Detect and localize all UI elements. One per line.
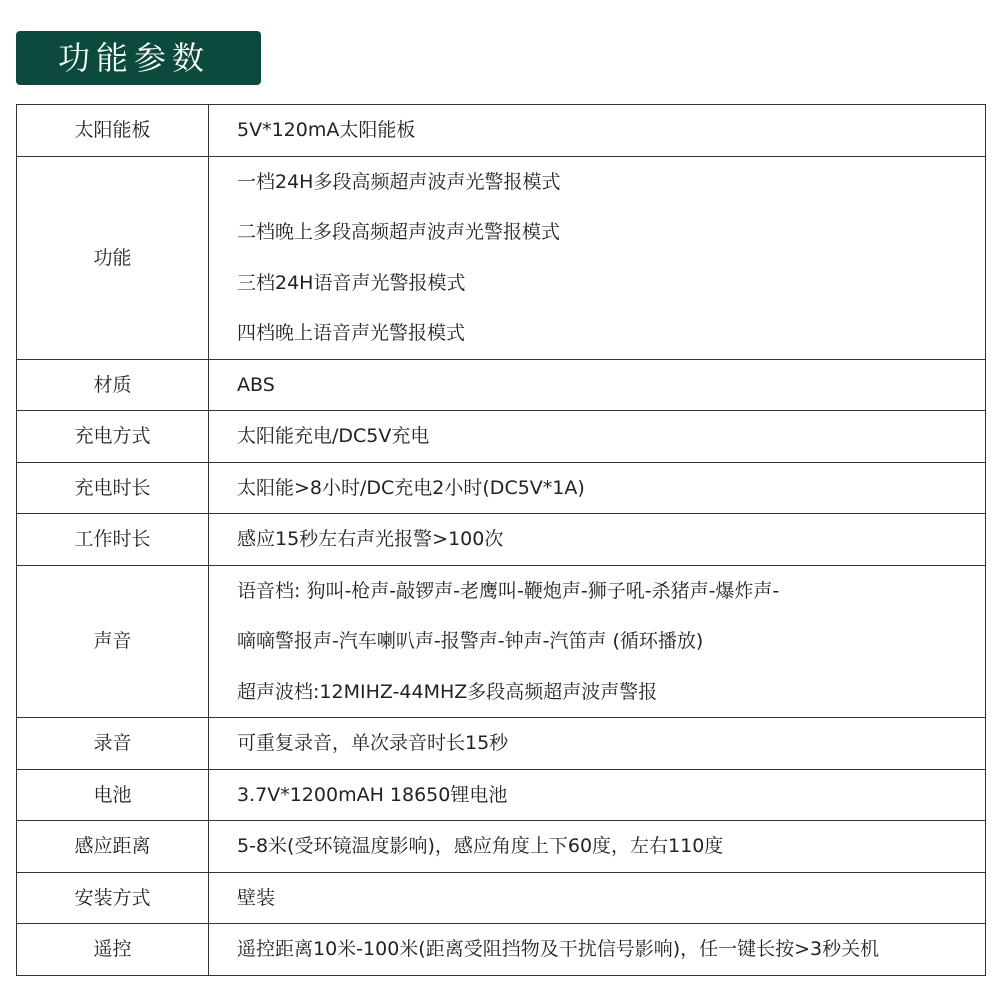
row-value-line: 四档晚上语音声光警报模式 (237, 322, 466, 344)
table-row (17, 821, 986, 873)
row-label: 太阳能板 (17, 105, 209, 157)
table-row (17, 462, 986, 514)
row-label: 材质 (17, 359, 209, 411)
row-label: 电池 (17, 769, 209, 821)
row-label: 功能 (17, 156, 209, 359)
row-value-line: 二档晚上多段高频超声波声光警报模式 (237, 221, 561, 243)
row-value (209, 924, 986, 976)
row-label: 工作时长 (17, 514, 209, 566)
row-value-line: 3.7V*1200mAH 18650锂电池 (237, 783, 508, 806)
row-value-line: 可重复录音，单次录音时长15秒 (237, 732, 509, 754)
row-label: 录音 (17, 718, 209, 770)
table-row (17, 359, 986, 411)
row-value-line: 5-8米(受环镜温度影响)，感应角度上下60度，左右110度 (237, 835, 724, 857)
row-value (209, 821, 986, 873)
row-value-line: 5V*120mA太阳能板 (237, 119, 416, 141)
row-value-line: 语音档: 狗叫-枪声-敲锣声-老鹰叫-鞭炮声-狮子吼-杀猪声-爆炸声- (237, 579, 780, 602)
row-value-line: 超声波档:12MIHZ-44MHZ多段高频超声波声警报 (237, 680, 658, 703)
table-row (17, 924, 986, 976)
table-row (17, 769, 986, 821)
spec-table (16, 104, 986, 976)
row-label: 感应距离 (17, 821, 209, 873)
row-label: 充电时长 (17, 462, 209, 514)
row-label: 充电方式 (17, 411, 209, 463)
row-label: 声音 (17, 565, 209, 718)
row-value (209, 718, 986, 770)
table-row (17, 105, 986, 157)
table-row (17, 411, 986, 463)
row-label: 安装方式 (17, 872, 209, 924)
section-header-badge (16, 31, 261, 85)
row-label: 遥控 (17, 924, 209, 976)
row-value (209, 105, 986, 157)
row-value (209, 565, 986, 718)
table-row (17, 514, 986, 566)
row-value (209, 411, 986, 463)
row-value-line: ABS (237, 373, 275, 396)
table-row (17, 565, 986, 718)
table-row (17, 156, 986, 359)
row-value-line: 嘀嘀警报声-汽车喇叭声-报警声-钟声-汽笛声 (循环播放) (237, 630, 704, 652)
row-value (209, 462, 986, 514)
table-row (17, 718, 986, 770)
table-row (17, 872, 986, 924)
row-value-line: 壁装 (237, 886, 276, 909)
row-value-line: 一档24H多段高频超声波声光警报模式 (237, 170, 561, 193)
row-value (209, 359, 986, 411)
section-title: 功能参数 (58, 39, 211, 77)
row-value-line: 太阳能>8小时/DC充电2小时(DC5V*1A) (237, 476, 585, 499)
row-value-line: 遥控距离10米-100米(距离受阻挡物及干扰信号影响)，任一键长按>3秒关机 (237, 938, 880, 960)
row-value-line: 感应15秒左右声光报警>100次 (237, 528, 504, 550)
row-value-line: 三档24H语音声光警报模式 (237, 271, 466, 294)
row-value (209, 514, 986, 566)
row-value (209, 872, 986, 924)
row-value (209, 769, 986, 821)
row-value-line: 太阳能充电/DC5V充电 (237, 425, 430, 447)
row-value (209, 156, 986, 359)
